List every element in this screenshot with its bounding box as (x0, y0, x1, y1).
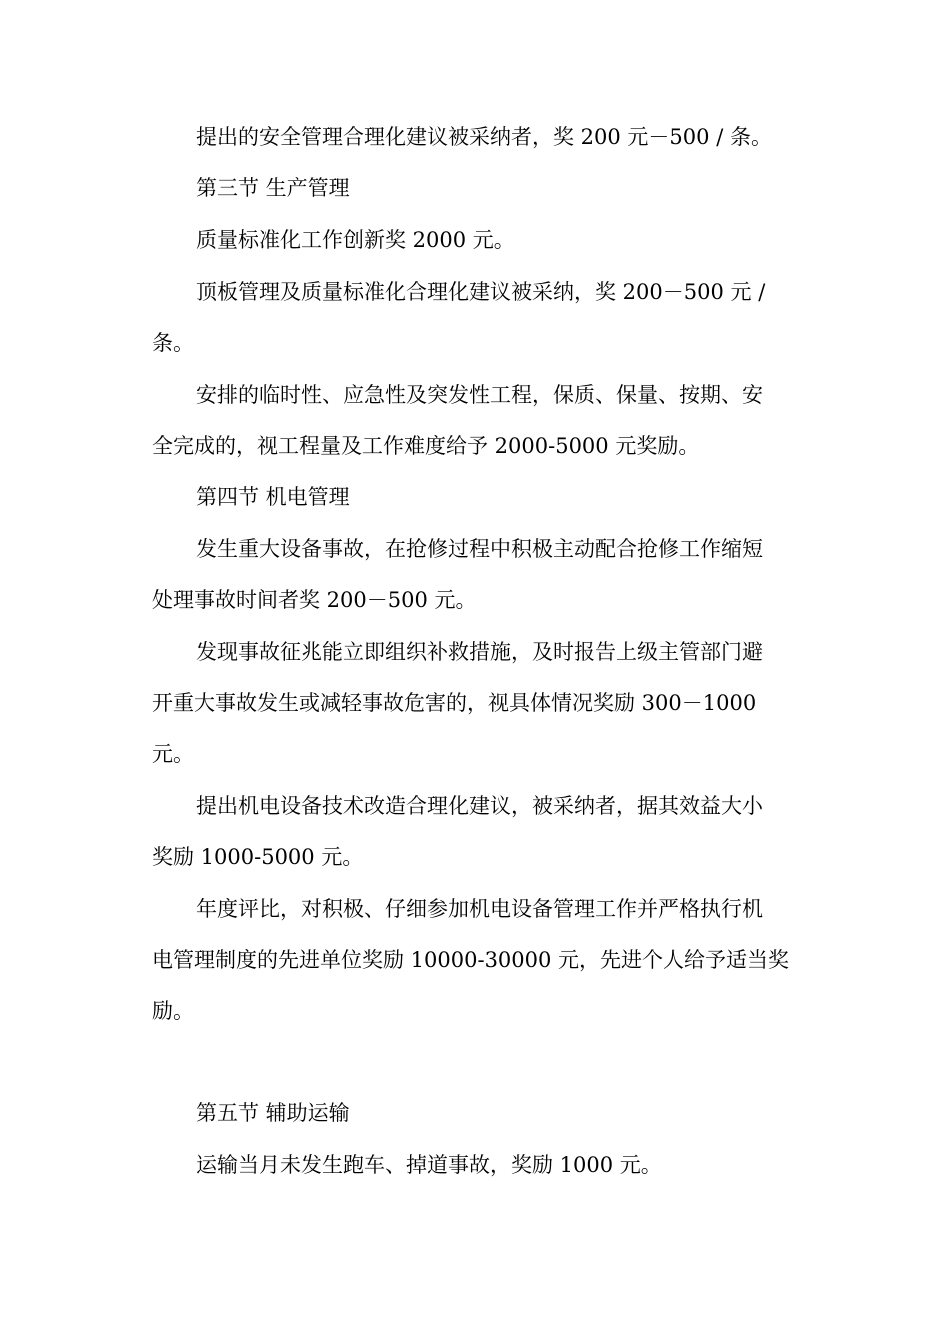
paragraph-annual-review-cont: 电管理制度的先进单位奖励 10000-30000 元，先进个人给予适当奖 (152, 948, 790, 972)
section-heading-3: 第三节 生产管理 (196, 176, 350, 200)
paragraph-accident-warning: 发现事故征兆能立即组织补救措施，及时报告上级主管部门避 (196, 640, 763, 664)
paragraph-accident-warning-end: 元。 (152, 742, 194, 766)
paragraph-temporary-projects: 安排的临时性、应急性及突发性工程，保质、保量、按期、安 (196, 383, 763, 407)
paragraph-tech-renovation: 提出机电设备技术改造合理化建议，被采纳者，据其效益大小 (196, 794, 763, 818)
paragraph-roof-management-cont: 条。 (152, 331, 194, 355)
paragraph-accident-warning-cont: 开重大事故发生或减轻事故危害的，视具体情况奖励 300－1000 (152, 691, 757, 715)
paragraph-annual-review: 年度评比，对积极、仔细参加机电设备管理工作并严格执行机 (196, 897, 763, 921)
paragraph-transport-reward: 运输当月未发生跑车、掉道事故，奖励 1000 元。 (196, 1153, 662, 1177)
section-heading-5: 第五节 辅助运输 (196, 1101, 350, 1125)
section-heading-4: 第四节 机电管理 (196, 485, 350, 509)
paragraph-annual-review-end: 励。 (152, 999, 194, 1023)
paragraph-safety-suggestion: 提出的安全管理合理化建议被采纳者，奖 200 元－500 / 条。 (196, 125, 772, 149)
paragraph-tech-renovation-cont: 奖励 1000-5000 元。 (152, 845, 364, 869)
paragraph-quality-innovation: 质量标准化工作创新奖 2000 元。 (196, 228, 515, 252)
paragraph-equipment-accident-cont: 处理事故时间者奖 200－500 元。 (152, 588, 477, 612)
paragraph-equipment-accident: 发生重大设备事故，在抢修过程中积极主动配合抢修工作缩短 (196, 537, 763, 561)
paragraph-roof-management: 顶板管理及质量标准化合理化建议被采纳，奖 200－500 元 / (196, 280, 766, 304)
paragraph-temporary-projects-cont: 全完成的，视工程量及工作难度给予 2000-5000 元奖励。 (152, 434, 700, 458)
